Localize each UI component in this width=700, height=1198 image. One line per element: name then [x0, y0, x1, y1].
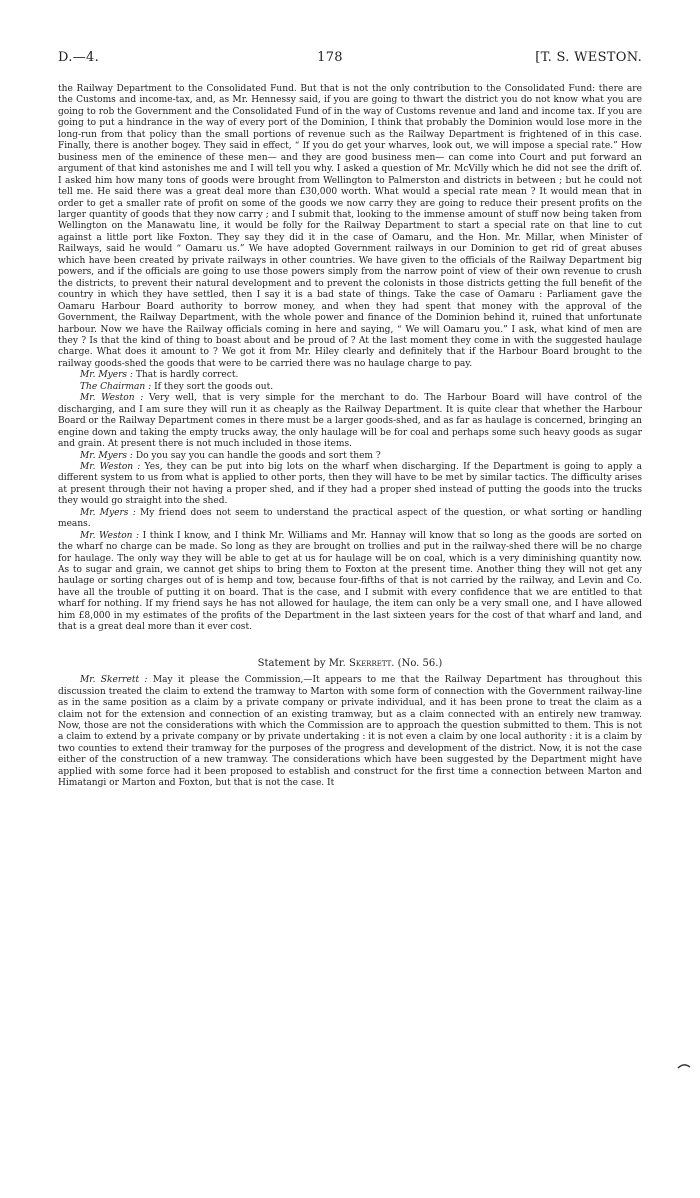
paragraph [58, 451, 642, 462]
margin-mark-icon [677, 1062, 691, 1070]
paragraph-text: May it please the Commission,—It appears to me that the Railway Department has throughout this discussion treated the claim to extend the tramway to Marton with some form of connection with the Government railway-line as in the same position as a claim by a private company or private individual, and it has been prone to treat the claim as a claim not for the extension and connection of an existing tramway, but as a claim connected with an entirely new tramway. Now, those are not the considerations with which the Commission are to approach the question submitted to them. This is not a claim to extend by a private company or by private undertaking : it is not even a claim by one local authority : it is a claim by two counties to extend their tramway for the purposes of the progress and development of the district. Now, it is not the case either of the construction of a new tramway. The considerations which have been suggested by the Department might have applied with some force had it been proposed to establish and construct for the first time a connection between Marton and Himatangi or Marton and Foxton, but that is not the case. It [58, 675, 642, 789]
paragraph [58, 393, 642, 450]
paragraph-text: If they sort the goods out. [154, 381, 274, 392]
page-header [58, 50, 642, 72]
statement-heading [58, 658, 642, 669]
paragraph-text: the Railway Department to the Consolidated Fund. But that is not the only contribution to the Consolidated Fund: there are the Customs and income-tax, and, as Mr. Hennessy said, if you are going to thwart the district you do not know what you are going to rob the Government and the Consolidated Fund of in the way of Customs revenue and land and income tax. If you are going to put a hindrance in the way of every port of the Dominion, I think that probably the Dominion would lose more in the long-run from that policy than the small portions of revenue such as the Railway Department is frightened of in this case. Finally, there is another bogey. They said in effect, “ If you do get your wharves, look out, we will impose a special rate.” How business men of the eminence of these men— and they are good business men— can come into Court and put forward an argument of that kind astonishes me and I will tell you why. I asked a question of Mr. McVilly which he did not see the drift of. I asked him how many tons of goods were brought from Wellington to Palmerston and districts in between ; but he could not tell me. He said there was a great deal more than £30,000 worth. What would a special rate mean ? It would mean that in order to get a smaller rate of profit on some of the goods we now carry they are going to reduce their present profits on the larger quantity of goods that they now carry ; and I submit that, looking to the immense amount of stuff now being taken from Wellington on the Manawatu line, it would be folly for the Railway Department to start a special rate on that line to cut against a little port like Foxton. They say they did it in the case of Oamaru, and the Hon. Mr. Millar, when Minister of Railways, said he would “ Oamaru us.” We have adopted Government railways in our Dominion to get rid of great abuses which have been created by private railways in other countries. We have given to the officials of the Railway Department big powers, and if the officials are going to use those powers simply from the narrow point of view of their own revenue to crush the districts, to prevent their natural development and to prevent the colonists in those districts getting the full benefit of the country in which they have settled, then I say it is a bad state of things. Take the case of Oamaru : Parliament gave the Oamaru Harbour Board authority to borrow money, and when they had spent that money with the approval of the Government, the Railway Department, with the whole power and finance of the Dominion behind it, ruined that unfortunate harbour. Now we have the Railway officials coming in here and saying, “ We will Oamaru you.” I ask, what kind of men are they ? Is that the kind of thing to boast about and be proud of ? At the last moment they come in with the suggested haulage charge. What does it amount to ? We got it from Mr. Hiley clearly and definitely that if the Harbour Board brought to the railway goods-shed the goods that were to be carried there was no haulage charge to pay. [58, 84, 642, 369]
paragraph-text: Very well, that is very simple for the merchant to do. The Harbour Board will have control of the discharging, and I am sure they will run it as cheaply as the Railway Department. It is quite clear that whether the Harbour Board or the Railway Department comes in there must be a larger goods-shed, and as far as haulage is concerned, bringing an engine down and taking the empty trucks away, the only haulage will be for coal and perhaps some such heavy goods as sugar and grain. At present there is not much included in those items. [58, 393, 642, 450]
speaker-name: Mr. Weston : [80, 530, 140, 541]
paragraph [58, 462, 642, 508]
paragraph-text: I think I know, and I think Mr. Williams and Mr. Hannay will know that so long as the goods are sorted on the wharf no charge can be made. So long as they are brought on trollies and put in the railway-shed there will be no charge for haulage. The only way they will be able to get at us for haulage will be on coal, which is a very diminishing quantity now. As to sugar and grain, we cannot get ships to bring them to Foxton at the present time. Another thing they will not get any haulage or sorting charges out of is hemp and tow, because four-fifths of that is not carried by the railway, and Levin and Co. have all the trouble of putting it on board. That is the case, and I submit with every confidence that we are entitled to that wharf for nothing. If my friend says he has not allowed for haulage, the item can only be a very small one, and I have allowed him £8,000 in my estimates of the profits of the Department in the last sixteen years for the cost of that wharf and land, and that is a great deal more than it ever cost. [58, 530, 642, 633]
speaker-name: Mr. Myers : [80, 450, 133, 461]
statement-number: (No. 56.) [397, 657, 443, 669]
paragraph [58, 508, 642, 531]
speaker-running-head: [T. S. WESTON. [535, 50, 642, 65]
statement-name: Skerrett. [348, 657, 395, 669]
speaker-name: Mr. Myers : [80, 507, 136, 518]
speaker-name: The Chairman : [80, 381, 152, 392]
statement-section [58, 675, 642, 790]
testimony-section [58, 84, 642, 634]
paragraph-text: That is hardly correct. [135, 370, 239, 381]
body-text [58, 84, 642, 790]
paragraph-text: My friend does not seem to understand the practical aspect of the question, or what sorting or handling means. [58, 507, 642, 530]
speaker-name: Mr. Weston : [80, 461, 141, 472]
report-code: D.—4. [58, 50, 99, 65]
paragraph-text: Yes, they can be put into big lots on the wharf when discharging. If the Department is going to apply a different system to us from what is applied to other ports, then they will have to be met by similar tactics. The difficulty arises at present through their not having a proper shed, and if they had a proper shed instead of putting the goods into the trucks they would go straight into the shed. [58, 461, 642, 507]
paragraph [58, 370, 642, 381]
page-number: 178 [317, 50, 343, 65]
document-page [58, 50, 642, 790]
paragraph [58, 382, 642, 393]
speaker-name: Mr. Skerrett : [80, 675, 148, 686]
paragraph [58, 531, 642, 634]
speaker-name: Mr. Weston : [80, 393, 144, 404]
paragraph [58, 84, 642, 370]
speaker-name: Mr. Myers : [80, 370, 133, 381]
paragraph-text: Do you say you can handle the goods and sort them ? [135, 450, 381, 461]
statement-prefix: Statement by Mr. [257, 657, 346, 669]
paragraph [58, 675, 642, 790]
